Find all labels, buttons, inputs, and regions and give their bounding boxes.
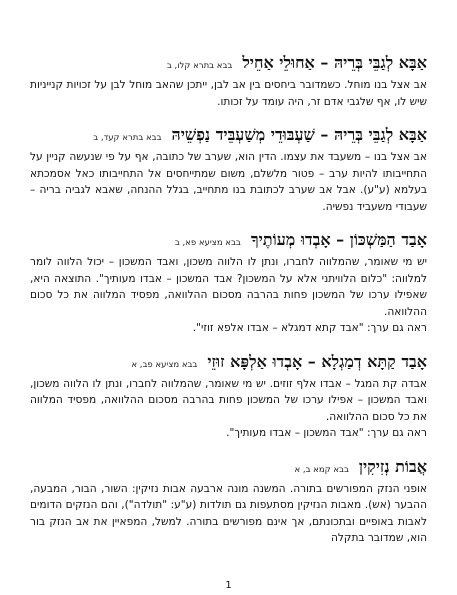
entry-header [30,229,427,251]
entry-source: בבא מציעא פב, א [131,359,198,370]
entry-body [30,77,427,110]
entry-header [30,456,427,478]
entry-headword: אַבָּא לְגַבֵּי בְּרֵיהּ – אַחוּלֵי אַחֵיל [242,53,427,72]
entry-headword: אֲבוֹת נְזִיקִין [358,456,427,476]
entry-headword: אַבָּא לְגַבֵּי בְּרֵיהּ – שַׁעְבּוּדֵי מְשַׁעְבֵּיד נַפְשֵׁיהּ [171,125,427,144]
entry-aba-shibudei [30,124,427,215]
entry-body [30,254,427,337]
page-number: 1 [225,580,232,591]
entry-header [30,351,427,373]
entry-paragraph: אב אצל בנו מוחל. כשמדובר ביחסים בין אב לבן, ייתכן שהאב מוחל לבן על זכויות קנייניות שיש לו, אף שלגבי אדם זר, היה עומד על זכותו. [30,79,427,108]
entry-header [30,124,427,146]
entry-body [30,376,427,442]
entry-source: בבא בתרא קלו, ב [166,61,233,71]
entry-source: בבא קמא ב, א [294,464,349,475]
entry-header [30,52,427,74]
entry-see-also: ראה גם ערך: "אבד המשכון – אבדו מעותיך". [226,427,427,439]
entry-source: בבא מציעא פא, ב [174,238,241,248]
entry-source: בבא בתרא קעד, ב [93,133,162,143]
entry-paragraph: יש מי שאומר, שהמלווה לחברו, ונתן לו הלווה משכון, ואבד המשכון – יכול הלווה לומר למלווה: "כלום הלוויתני אלא על המשכון? אבד המשכון – אבדו מעותיך". התוצאה היא, שאפילו ערכו של המשכון פחות בהרבה מסכום ההלוואה, מפסיד המלווה את כל סכום ההלוואה. [30,256,427,318]
entry-paragraph: אופני הנזק המפורשים בתורה. המשנה מונה ארבעה אבות נזיקין: השור, הבור, המבעה, ההבער (אש). מאבות הנזיקין מסתעפות גם תולדות (ע"ע: "תולדה"), והם הנזקים הדומים לאבות באופיים ובתכונתם, אך אינם מפורשים בתורה. למשל, המפאיין את אב הנזק בור הוא, שמדובר בתקלה [30,482,427,544]
entry-avad-hamashkon [30,229,427,337]
entry-avad-kata [30,351,427,442]
entry-body [30,149,427,215]
entry-aba-ahulei [30,52,427,110]
entry-avot-nezikin [30,456,427,547]
entry-headword: אָבַד קַתָּא דְמַגְלָא – אָבְדוּ אַלְפָּא זוּזֵי [207,351,427,371]
entry-paragraph: אבדה קת המגל – אבדו אלף זוזים. יש מי שאומר, שהמלווה לחברו, ונתן לו הלווה משכון, ואבד המשכון – אפילו ערכו של המשכון פחות בהרבה מסכום ההלוואה, מפסיד המלווה את כל סכום ההלוואה. [30,377,427,423]
entry-see-also: ראה גם ערך: "אבד קתא דמגלא – אבדו אלפא זוזי". [192,322,427,334]
entry-headword: אָבַד הַמַּשְׁכּוֹן – אָבְדוּ מְעוֹתֶיךָ [250,230,427,249]
entry-body [30,481,427,547]
entry-paragraph: אב אצל בנו – משעבד את עצמו. הדין הוא, שערב של כתובה, אף על פי שנעשה קניין על התחייבותו להיות ערב – פטור מלשלם, משום שמתייחסים אל התחייבותו כאל אסמכתא בעלמא (ע"ע). אבל אב שערב לכתובת בנו מתחייב, בגלל ההנחה, שאבא לגביה בריה – שעבודי משעביד נפשיה. [30,151,427,213]
